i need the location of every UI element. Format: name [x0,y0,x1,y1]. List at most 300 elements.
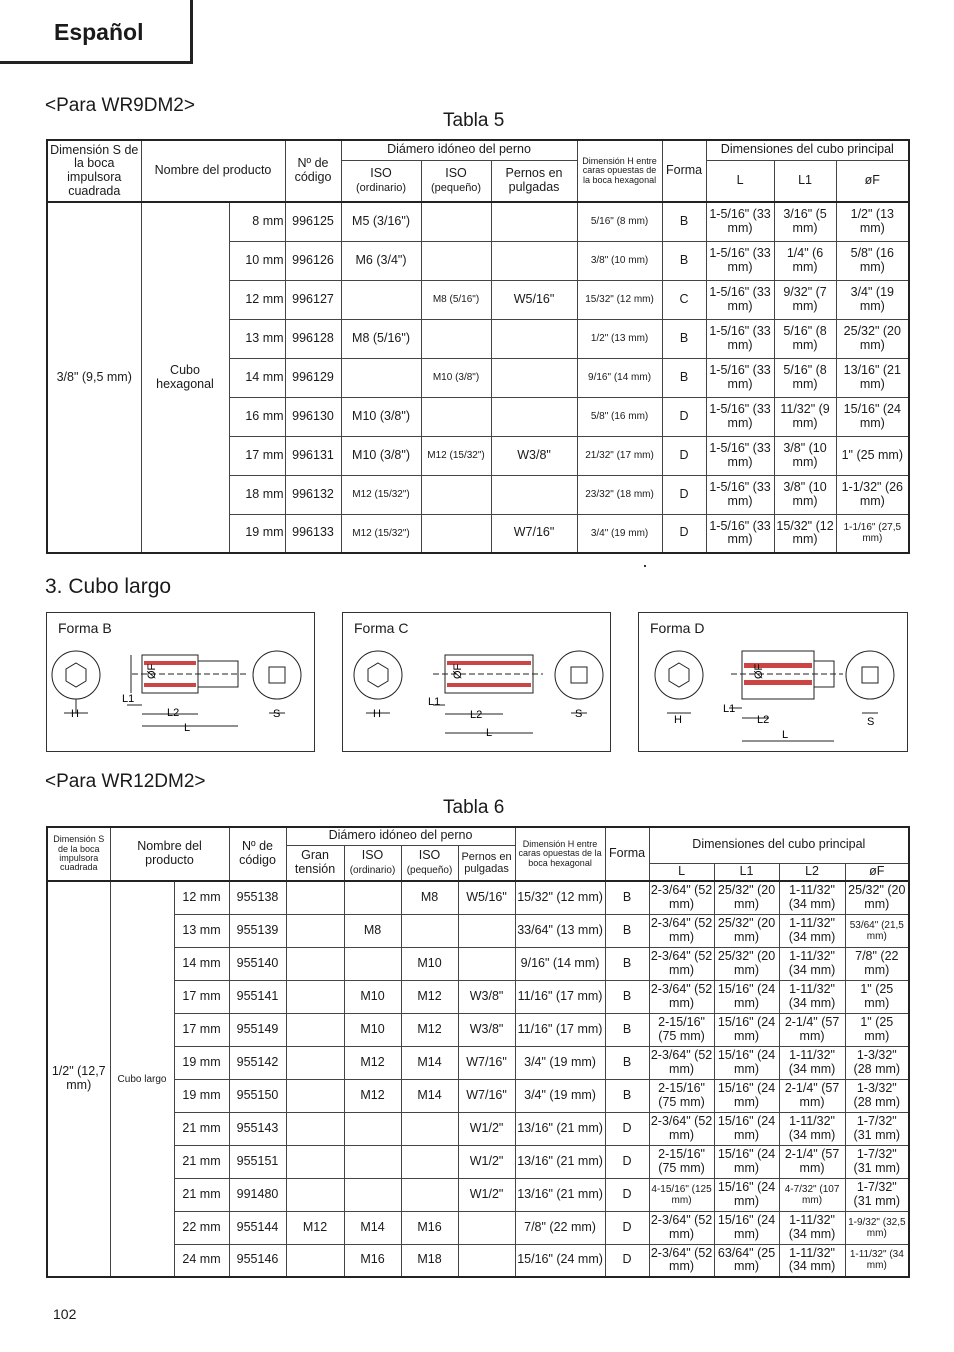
product-name-cell: Cubo largo [110,881,174,1277]
svg-text:S: S [867,716,875,728]
socket-size-cell: 12 mm [174,881,229,914]
svg-text:L2: L2 [470,709,483,721]
hex-dimension-cell: 15/32" (12 mm) [577,280,662,319]
table-row [47,1145,909,1178]
iso-small-cell: M18 [401,1244,458,1277]
svg-text:L1: L1 [723,703,736,715]
dim-F-cell: 1-7/32" (31 mm) [845,1145,909,1178]
header-dim-s: Dimensión S de la boca impulsora cuadrada [47,140,141,202]
dim-F-cell: 5/8" (16 mm) [836,241,909,280]
code-cell: 996131 [285,436,341,475]
iso-small-cell [421,514,491,553]
table-row [47,1013,909,1046]
hex-dimension-cell: 15/16" (24 mm) [515,1244,605,1277]
header-iso-small: ISO (pequeño) [401,845,458,881]
iso-ordinary-cell: M10 [344,1013,401,1046]
shape-cell: C [662,280,706,319]
dim-L-cell: 2-3/64" (52 mm) [649,980,714,1013]
iso-ordinary-cell [341,280,421,319]
dim-L1-cell: 15/16" (24 mm) [714,980,779,1013]
code-cell: 955140 [229,947,286,980]
high-tension-cell [286,881,344,914]
table-row [47,947,909,980]
dim-L1-cell: 5/16" (8 mm) [774,358,836,397]
dim-L1-cell: 15/16" (24 mm) [714,1112,779,1145]
iso-ordinary-cell: M10 (3/8") [341,397,421,436]
iso-ordinary-cell: M6 (3/4") [341,241,421,280]
code-cell: 996128 [285,319,341,358]
socket-size-cell: 13 mm [229,319,285,358]
socket-size-cell: 14 mm [229,358,285,397]
iso-small-cell: M8 [401,881,458,914]
svg-text:L1: L1 [122,693,135,705]
header-bolt-group: Diámero idóneo del perno [341,140,577,160]
dim-L-cell: 1-5/16" (33 mm) [706,241,774,280]
drive-size-cell: 1/2" (12,7 mm) [47,881,110,1277]
header-name: Nombre del producto [141,140,285,202]
dim-L1-cell: 3/8" (10 mm) [774,475,836,514]
svg-text:L2: L2 [167,707,180,719]
dim-L1-cell: 15/16" (24 mm) [714,1013,779,1046]
table-5-title: Tabla 5 [443,110,505,131]
dim-L1-cell: 15/16" (24 mm) [714,1178,779,1211]
code-cell: 996130 [285,397,341,436]
socket-size-cell: 19 mm [174,1079,229,1112]
dim-F-cell: 1-7/32" (31 mm) [845,1178,909,1211]
dim-L-cell: 2-3/64" (52 mm) [649,947,714,980]
shape-cell: D [605,1211,649,1244]
iso-ordinary-cell [341,358,421,397]
figure-label: Forma B [58,620,112,636]
dim-L1-cell: 15/32" (12 mm) [774,514,836,553]
section-title-cubo-largo: 3. Cubo largo [45,575,172,598]
iso-ordinary-cell: M10 [344,980,401,1013]
iso-ordinary-cell: M12 [344,1079,401,1112]
table-row [47,914,909,947]
dim-F-cell: 13/16" (21 mm) [836,358,909,397]
dim-L-cell: 1-5/16" (33 mm) [706,202,774,241]
dim-L1-cell: 25/32" (20 mm) [714,947,779,980]
dim-L-cell: 1-5/16" (33 mm) [706,514,774,553]
dim-L-cell: 2-3/64" (52 mm) [649,1112,714,1145]
inch-bolt-cell: W7/16" [491,514,577,553]
high-tension-cell [286,980,344,1013]
code-cell: 955138 [229,881,286,914]
dim-h-label: H [71,708,79,720]
iso-small-cell [401,1178,458,1211]
code-cell: 996126 [285,241,341,280]
socket-size-cell: 12 mm [229,280,285,319]
dim-L-cell: 2-3/64" (52 mm) [649,881,714,914]
iso-ordinary-cell: M12 (15/32") [341,514,421,553]
inch-bolt-cell [458,1211,515,1244]
socket-size-cell: 19 mm [229,514,285,553]
header-dim-h: Dimensión H entre caras opuestas de la boca hexagonal [515,827,605,881]
iso-ordinary-cell: M14 [344,1211,401,1244]
shape-cell: B [605,1046,649,1079]
inch-bolt-cell [458,1244,515,1277]
iso-ordinary-cell [344,881,401,914]
code-cell: 996133 [285,514,341,553]
iso-ordinary-cell: M5 (3/16") [341,202,421,241]
hex-dimension-cell: 5/16" (8 mm) [577,202,662,241]
dim-L-cell: 1-5/16" (33 mm) [706,319,774,358]
table-5 [46,139,910,554]
iso-small-cell: M8 (5/16") [421,280,491,319]
iso-small-cell [421,202,491,241]
dim-L-cell: 1-5/16" (33 mm) [706,397,774,436]
iso-small-cell: M16 [401,1211,458,1244]
socket-size-cell: 14 mm [174,947,229,980]
dim-L-cell: 4-15/16" (125 mm) [649,1178,714,1211]
dim-F-cell: 7/8" (22 mm) [845,947,909,980]
socket-size-cell: 24 mm [174,1244,229,1277]
table-row [47,1046,909,1079]
code-cell: 955143 [229,1112,286,1145]
dim-L2-cell: 1-11/32" (34 mm) [779,1244,845,1277]
dim-L2-cell: 1-11/32" (34 mm) [779,1046,845,1079]
socket-size-cell: 22 mm [174,1211,229,1244]
table-row [47,1211,909,1244]
shape-cell: B [605,914,649,947]
figure-forma-b [46,612,315,752]
dim-F-cell: 1/2" (13 mm) [836,202,909,241]
dim-L-cell: 2-3/64" (52 mm) [649,1244,714,1277]
dim-L1-cell: 11/32" (9 mm) [774,397,836,436]
dim-L2-cell: 2-1/4" (57 mm) [779,1013,845,1046]
high-tension-cell [286,1013,344,1046]
svg-text:S: S [273,708,281,720]
high-tension-cell [286,1046,344,1079]
header-shape: Forma [605,827,649,881]
iso-ordinary-cell: M10 (3/8") [341,436,421,475]
dim-L1-cell: 9/32" (7 mm) [774,280,836,319]
dim-L2-cell: 1-11/32" (34 mm) [779,914,845,947]
figure-forma-d [638,612,908,752]
shape-cell: B [605,881,649,914]
table-row [47,1244,909,1277]
header-L1: L1 [774,160,836,202]
dim-F-cell: 25/32" (20 mm) [845,881,909,914]
high-tension-cell [286,1178,344,1211]
code-cell: 991480 [229,1178,286,1211]
socket-size-cell: 13 mm [174,914,229,947]
header-F: øF [836,160,909,202]
language-label: Español [54,19,144,45]
dim-L1-cell: 15/16" (24 mm) [714,1145,779,1178]
svg-text:L: L [184,722,191,734]
shape-cell: B [662,241,706,280]
dim-F-cell: 1-3/32" (28 mm) [845,1079,909,1112]
iso-ordinary-cell [344,1178,401,1211]
hex-dimension-cell: 11/16" (17 mm) [515,980,605,1013]
svg-text:ØF: ØF [452,663,464,679]
hex-dimension-cell: 15/32" (12 mm) [515,881,605,914]
code-cell: 955141 [229,980,286,1013]
socket-size-cell: 8 mm [229,202,285,241]
svg-text:H: H [674,714,682,726]
code-cell: 955149 [229,1013,286,1046]
dim-L1-cell: 15/16" (24 mm) [714,1079,779,1112]
iso-ordinary-cell: M16 [344,1244,401,1277]
dim-L-cell: 2-3/64" (52 mm) [649,914,714,947]
socket-size-cell: 17 mm [229,436,285,475]
svg-text:H: H [373,708,381,720]
hex-dimension-cell: 13/16" (21 mm) [515,1145,605,1178]
dim-L1-cell: 3/16" (5 mm) [774,202,836,241]
dim-L2-cell: 2-1/4" (57 mm) [779,1079,845,1112]
header-main-dims: Dimensiones del cubo principal [706,140,909,160]
dim-L2-cell: 1-11/32" (34 mm) [779,1112,845,1145]
header-inch-bolt: Pernos en pulgadas [458,845,515,881]
shape-cell: B [662,319,706,358]
code-cell: 996132 [285,475,341,514]
high-tension-cell: M12 [286,1211,344,1244]
svg-text:ØF: ØF [753,663,765,679]
socket-size-cell: 17 mm [174,1013,229,1046]
header-high-tension: Gran tensión [286,845,344,881]
svg-text:L1: L1 [428,696,441,708]
inch-bolt-cell: W5/16" [491,280,577,319]
code-cell: 955150 [229,1079,286,1112]
dim-F-cell: 1" (25 mm) [845,1013,909,1046]
figure-label: Forma D [650,620,705,636]
hex-dimension-cell: 13/16" (21 mm) [515,1112,605,1145]
dim-F-cell: 3/4" (19 mm) [836,280,909,319]
inch-bolt-cell [491,397,577,436]
shape-cell: D [662,514,706,553]
table-6 [46,826,910,1278]
hex-dimension-cell: 7/8" (22 mm) [515,1211,605,1244]
shape-cell: B [605,1079,649,1112]
header-L: L [649,863,714,881]
dim-F-cell: 1-11/32" (34 mm) [845,1244,909,1277]
socket-size-cell: 16 mm [229,397,285,436]
table-row [47,1178,909,1211]
shape-cell: D [605,1178,649,1211]
code-cell: 996125 [285,202,341,241]
dim-L1-cell: 25/32" (20 mm) [714,881,779,914]
inch-bolt-cell: W1/2" [458,1112,515,1145]
section-heading-wr9dm2: <Para WR9DM2> [45,95,195,116]
dim-L-cell: 1-5/16" (33 mm) [706,436,774,475]
shape-cell: B [605,947,649,980]
hex-dimension-cell: 3/4" (19 mm) [515,1046,605,1079]
table-row [47,202,909,241]
dim-L-cell: 2-15/16" (75 mm) [649,1013,714,1046]
shape-cell: B [662,358,706,397]
iso-small-cell [401,914,458,947]
dim-F-cell: 25/32" (20 mm) [836,319,909,358]
socket-drawing-c [343,613,612,753]
header-bolt-group: Diámero idóneo del perno [286,827,515,845]
dim-L1-cell: 63/64" (25 mm) [714,1244,779,1277]
iso-small-cell [421,475,491,514]
dim-L2-cell: 1-11/32" (34 mm) [779,881,845,914]
inch-bolt-cell: W1/2" [458,1145,515,1178]
dim-L1-cell: 3/8" (10 mm) [774,436,836,475]
code-cell: 996127 [285,280,341,319]
dim-F-cell: 1-3/32" (28 mm) [845,1046,909,1079]
socket-size-cell: 21 mm [174,1178,229,1211]
code-cell: 955151 [229,1145,286,1178]
code-cell: 996129 [285,358,341,397]
inch-bolt-cell [491,358,577,397]
dim-L1-cell: 1/4" (6 mm) [774,241,836,280]
iso-ordinary-cell: M8 (5/16") [341,319,421,358]
iso-small-cell [401,1145,458,1178]
iso-small-cell: M14 [401,1046,458,1079]
inch-bolt-cell: W7/16" [458,1046,515,1079]
inch-bolt-cell [491,202,577,241]
hex-dimension-cell: 1/2" (13 mm) [577,319,662,358]
table-row [47,980,909,1013]
hex-dimension-cell: 9/16" (14 mm) [515,947,605,980]
socket-size-cell: 21 mm [174,1112,229,1145]
inch-bolt-cell [491,241,577,280]
inch-bolt-cell [458,914,515,947]
shape-cell: D [662,397,706,436]
inch-bolt-cell: W3/8" [458,980,515,1013]
iso-small-cell [401,1112,458,1145]
dim-L1-cell: 15/16" (24 mm) [714,1046,779,1079]
socket-drawing-b [47,613,316,753]
inch-bolt-cell: W1/2" [458,1178,515,1211]
inch-bolt-cell: W5/16" [458,881,515,914]
iso-small-cell [421,319,491,358]
inch-bolt-cell: W3/8" [458,1013,515,1046]
header-iso-ord: ISO (ordinario) [344,845,401,881]
dim-L-cell: 1-5/16" (33 mm) [706,475,774,514]
table-6-title: Tabla 6 [443,797,505,818]
dim-L-cell: 2-15/16" (75 mm) [649,1145,714,1178]
iso-ordinary-cell [344,1112,401,1145]
hex-dimension-cell: 5/8" (16 mm) [577,397,662,436]
iso-small-cell [421,397,491,436]
inch-bolt-cell: W3/8" [491,436,577,475]
code-cell: 955142 [229,1046,286,1079]
hex-dimension-cell: 9/16" (14 mm) [577,358,662,397]
page-number: 102 [53,1306,77,1322]
iso-small-cell: M10 [401,947,458,980]
dim-F-cell: 15/16" (24 mm) [836,397,909,436]
dim-L-cell: 1-5/16" (33 mm) [706,358,774,397]
hex-dimension-cell: 11/16" (17 mm) [515,1013,605,1046]
socket-size-cell: 17 mm [174,980,229,1013]
iso-ordinary-cell [344,947,401,980]
dim-F-cell: 1-9/32" (32,5 mm) [845,1211,909,1244]
header-F: øF [845,863,909,881]
header-shape: Forma [662,140,706,202]
header-code: Nº de código [229,827,286,881]
iso-ordinary-cell: M8 [344,914,401,947]
dim-F-cell: 1-7/32" (31 mm) [845,1112,909,1145]
high-tension-cell [286,947,344,980]
inch-bolt-cell [491,319,577,358]
dim-F-cell: 1" (25 mm) [845,980,909,1013]
high-tension-cell [286,1112,344,1145]
hex-dimension-cell: 33/64" (13 mm) [515,914,605,947]
shape-cell: D [605,1244,649,1277]
socket-size-cell: 18 mm [229,475,285,514]
language-tab [0,0,193,64]
dim-L1-cell: 25/32" (20 mm) [714,914,779,947]
hex-dimension-cell: 13/16" (21 mm) [515,1178,605,1211]
code-cell: 955144 [229,1211,286,1244]
svg-text:L2: L2 [757,714,770,726]
socket-drawing-d [639,613,909,753]
header-code: Nº de código [285,140,341,202]
header-L2: L2 [779,863,845,881]
table-row [47,1079,909,1112]
hex-dimension-cell: 3/8" (10 mm) [577,241,662,280]
section-heading-wr12dm2: <Para WR12DM2> [45,771,206,792]
iso-small-cell: M12 [401,980,458,1013]
shape-cell: B [605,980,649,1013]
header-L: L [706,160,774,202]
svg-text:L: L [486,727,493,739]
header-iso-small: ISO (pequeño) [421,160,491,202]
dim-F-cell: 53/64" (21,5 mm) [845,914,909,947]
dim-F-cell: 1-1/32" (26 mm) [836,475,909,514]
socket-size-cell: 19 mm [174,1046,229,1079]
socket-size-cell: 10 mm [229,241,285,280]
dim-F-cell: 1" (25 mm) [836,436,909,475]
code-cell: 955139 [229,914,286,947]
shape-cell: B [605,1013,649,1046]
dim-L1-cell: 5/16" (8 mm) [774,319,836,358]
high-tension-cell [286,1079,344,1112]
socket-size-cell: 21 mm [174,1145,229,1178]
figure-label: Forma C [354,620,409,636]
inch-bolt-cell [491,475,577,514]
iso-small-cell: M12 [401,1013,458,1046]
header-dim-s: Dimensión S de la boca impulsora cuadrada [47,827,110,881]
inch-bolt-cell [458,947,515,980]
table-row [47,881,909,914]
high-tension-cell [286,1244,344,1277]
iso-small-cell [421,241,491,280]
header-main-dims: Dimensiones del cubo principal [649,827,909,863]
header-inch-bolt: Pernos en pulgadas [491,160,577,202]
high-tension-cell [286,914,344,947]
dim-L-cell: 1-5/16" (33 mm) [706,280,774,319]
dim-F-cell: 1-1/16" (27,5 mm) [836,514,909,553]
dim-L1-cell: 15/16" (24 mm) [714,1211,779,1244]
hex-dimension-cell: 3/4" (19 mm) [515,1079,605,1112]
iso-ordinary-cell: M12 (15/32") [341,475,421,514]
dim-L2-cell: 1-11/32" (34 mm) [779,947,845,980]
svg-text:ØF: ØF [146,663,158,679]
iso-ordinary-cell [344,1145,401,1178]
svg-text:S: S [575,708,583,720]
iso-small-cell: M14 [401,1079,458,1112]
shape-cell: D [605,1145,649,1178]
header-L1: L1 [714,863,779,881]
header-name: Nombre del producto [110,827,229,881]
dim-L-cell: 2-3/64" (52 mm) [649,1211,714,1244]
hex-dimension-cell: 23/32" (18 mm) [577,475,662,514]
svg-text:L: L [782,729,789,741]
hex-dimension-cell: 3/4" (19 mm) [577,514,662,553]
shape-cell: B [662,202,706,241]
inch-bolt-cell: W7/16" [458,1079,515,1112]
dim-L2-cell: 1-11/32" (34 mm) [779,980,845,1013]
dim-L2-cell: 4-7/32" (107 mm) [779,1178,845,1211]
dim-L-cell: 2-3/64" (52 mm) [649,1046,714,1079]
iso-small-cell: M12 (15/32") [421,436,491,475]
header-iso-ord: ISO (ordinario) [341,160,421,202]
